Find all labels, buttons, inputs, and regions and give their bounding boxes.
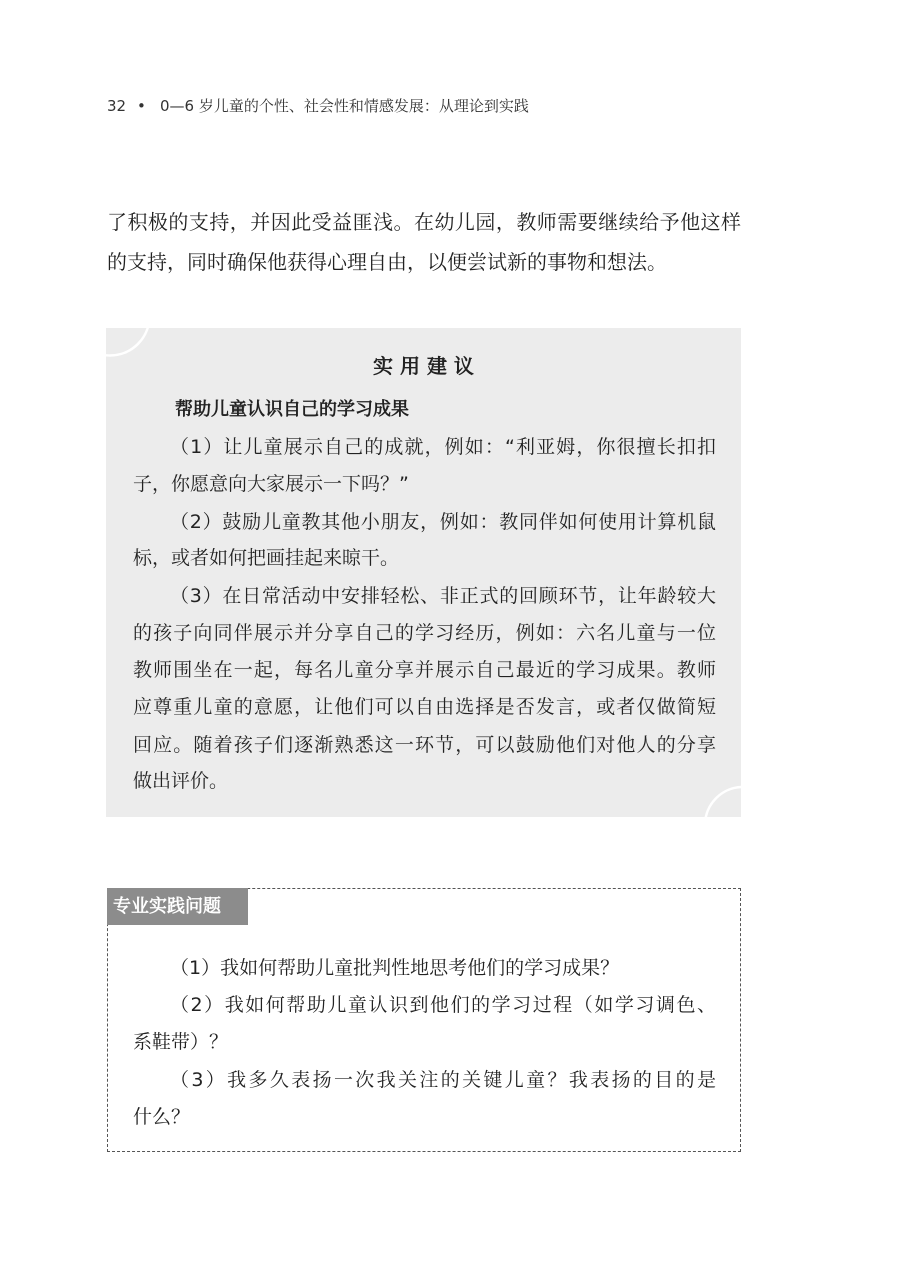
practical-tips-subtitle: 帮助儿童认识自己的学习成果 [175, 399, 409, 420]
practice-questions-box [107, 888, 741, 1152]
question-line: 系鞋带）？ [133, 1031, 229, 1053]
practice-questions-label: 专业实践问题 [107, 888, 248, 925]
tip-line: 标，或者如何把画挂起来晾干。 [133, 547, 400, 569]
practical-tips-title: 实 用 建 议 [373, 354, 474, 378]
header-separator: • [137, 97, 146, 115]
decorative-circle-bottom-right [705, 787, 741, 817]
tip-line: 的孩子向同伴展示并分享自己的学习经历，例如：六名儿童与一位 [133, 622, 716, 644]
question-line: （2）我如何帮助儿童认识到他们的学习过程（如学习调色、 [170, 994, 716, 1016]
tip-line: 子，你愿意向大家展示一下吗？” [133, 473, 409, 495]
tip-line: （1）让儿童展示自己的成就，例如：“利亚姆，你很擅长扣扣 [170, 436, 716, 458]
page-number: 32 [107, 97, 127, 115]
question-line: （1）我如何帮助儿童批判性地思考他们的学习成果？ [170, 957, 620, 979]
tip-line: 做出评价。 [133, 770, 229, 792]
tip-line: 教师围坐在一起，每名儿童分享并展示自己最近的学习成果。教师 [133, 659, 716, 681]
tip-line: 回应。随着孩子们逐渐熟悉这一环节，可以鼓励他们对他人的分享 [133, 734, 716, 756]
tip-line: （2）鼓励儿童教其他小朋友，例如：教同伴如何使用计算机鼠 [170, 511, 716, 533]
decorative-circle-top-left [106, 328, 150, 356]
question-line: （3）我多久表扬一次我关注的关键儿童？我表扬的目的是 [170, 1069, 716, 1091]
book-title: 0—6 岁儿童的个性、社会性和情感发展：从理论到实践 [160, 97, 529, 115]
intro-line: 的支持，同时确保他获得心理自由，以便尝试新的事物和想法。 [107, 250, 667, 274]
question-line: 什么？ [133, 1106, 191, 1128]
intro-line: 了积极的支持，并因此受益匪浅。在幼儿园，教师需要继续给予他这样 [107, 210, 741, 234]
tip-line: 应尊重儿童的意愿，让他们可以自由选择是否发言，或者仅做简短 [133, 696, 716, 718]
tip-line: （3）在日常活动中安排轻松、非正式的回顾环节，让年龄较大 [170, 585, 716, 607]
